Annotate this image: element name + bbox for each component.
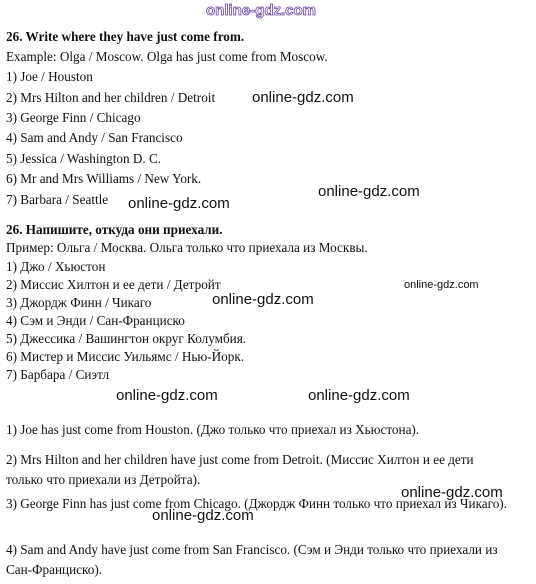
watermark: online-gdz.com xyxy=(401,484,503,501)
exercise-item-ru-7: 7) Барбара / Сиэтл xyxy=(6,367,110,382)
answer-2: 2) Mrs Hilton and her children have just come from Detroit. (Миссис Хилтон и ее дети только что приехали из Детройта). xyxy=(6,452,474,487)
watermark: online-gdz.com xyxy=(152,507,254,524)
watermark: online-gdz.com xyxy=(252,89,354,106)
exercise-item-ru-2: 2) Миссис Хилтон и ее дети / Детройт xyxy=(6,277,221,292)
exercise-heading-ru: 26. Напишите, откуда они приехали. xyxy=(6,222,223,237)
exercise-example-ru: Пример: Ольга / Москва. Ольга только что приехала из Москвы. xyxy=(6,240,368,255)
answer-3: 3) George Finn has just come from Chicago. (Джордж Финн только что приехал из Чикаго). xyxy=(6,496,507,511)
watermark: online-gdz.com xyxy=(404,279,479,291)
exercise-item-en-3: 3) George Finn / Chicago xyxy=(6,110,141,125)
exercise-item-ru-5: 5) Джессика / Вашингтон округ Колумбия. xyxy=(6,331,247,346)
watermark: online-gdz.com xyxy=(212,291,314,308)
exercise-item-ru-1: 1) Джо / Хьюстон xyxy=(6,259,106,274)
answer-4: 4) Sam and Andy have just come from San Francisco. (Сэм и Энди только что приехали из Сан-Франциско). xyxy=(6,542,498,577)
exercise-heading-en: 26. Write where they have just come from. xyxy=(6,29,245,44)
exercise-item-en-2: 2) Mrs Hilton and her children / Detroit xyxy=(6,90,216,105)
watermark-top: online-gdz.com xyxy=(206,2,316,19)
exercise-item-en-4: 4) Sam and Andy / San Francisco xyxy=(6,130,183,145)
exercise-item-ru-4: 4) Сэм и Энди / Сан-Франциско xyxy=(6,313,185,328)
exercise-item-en-5: 5) Jessica / Washington D. C. xyxy=(6,151,162,166)
exercise-item-en-6: 6) Mr and Mrs Williams / New York. xyxy=(6,171,202,186)
watermark: online-gdz.com xyxy=(308,387,410,404)
exercise-item-en-7: 7) Barbara / Seattle xyxy=(6,192,109,207)
watermark: online-gdz.com xyxy=(128,195,230,212)
exercise-item-en-1: 1) Joe / Houston xyxy=(6,69,93,84)
exercise-example-en: Example: Olga / Moscow. Olga has just come from Moscow. xyxy=(6,49,328,64)
watermark: online-gdz.com xyxy=(318,183,420,200)
exercise-item-ru-6: 6) Мистер и Миссис Уильямс / Нью-Йорк. xyxy=(6,349,245,364)
answer-1: 1) Joe has just come from Houston. (Джо только что приехал из Хьюстона). xyxy=(6,422,420,437)
watermark: online-gdz.com xyxy=(116,387,218,404)
exercise-item-ru-3: 3) Джордж Финн / Чикаго xyxy=(6,295,152,310)
